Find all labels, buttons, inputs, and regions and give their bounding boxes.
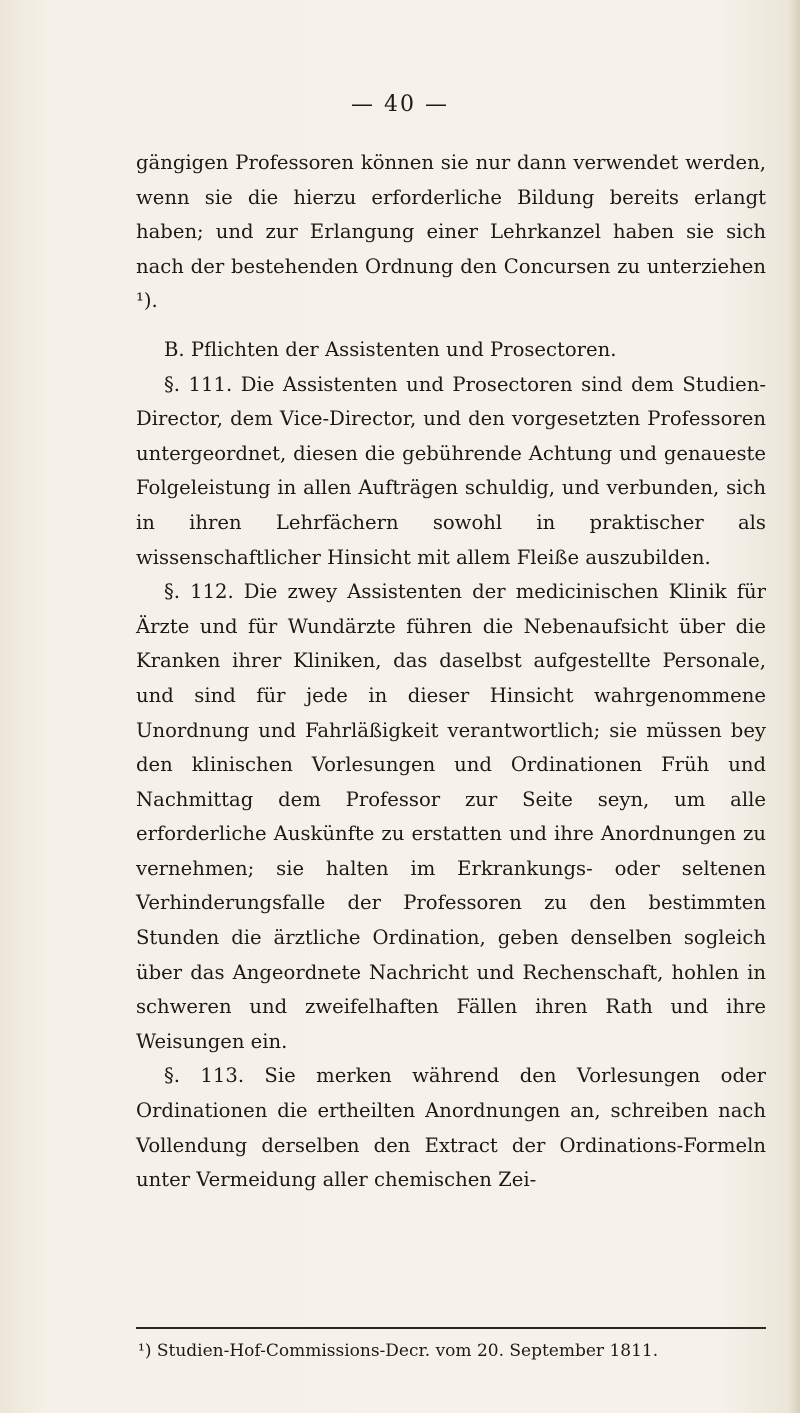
- page-edge: [786, 0, 800, 1413]
- paragraph-112: §. 112. Die zwey Assistenten der medicinischen Klinik für Ärzte und für Wundärzte führen die Nebenaufsicht über die Kranken ihrer Kliniken, das daselbst aufgestellte Personale, und sind für jede in dieser Hinsicht wahrgenommene Unordnung und Fahrläßigkeit verantwortlich; sie müssen bey den klinischen Vorlesungen und Ordinationen Früh und Nachmittag dem Professor zur Seite seyn, um alle erforderliche Auskünfte zu erstatten und ihre Anordnungen zu vernehmen; sie halten im Erkrankungs- oder seltenen Verhinderungsfalle der Professoren zu den bestimmten Stunden die ärztliche Ordination, geben denselben sogleich über das Angeordnete Nachricht und Rechenschaft, hohlen in schweren und zweifelhaften Fällen ihren Rath und ihre Weisungen ein.: [136, 580, 766, 1053]
- footnote-rule: [136, 1327, 766, 1329]
- paragraph-continuation: gängigen Professoren können sie nur dann verwendet werden, wenn sie die hierzu erforderliche Bildung bereits erlangt haben; und zur Erlangung einer Lehrkanzel haben sie sich nach der bestehenden Ordnung den Concursen zu unterziehen ¹).: [136, 151, 766, 313]
- page-number-header: — 40 —: [351, 92, 449, 117]
- body-text: [136, 146, 766, 1198]
- paragraph-111: §. 111. Die Assistenten und Prosectoren sind dem Studien-Director, dem Vice-Director, und den vorgesetzten Professoren untergeordnet, diesen die gebührende Achtung und genaueste Folgeleistung in allen Aufträgen schuldig, und verbunden, sich in ihren Lehrfächern sowohl in praktischer als wissenschaftlicher Hinsicht mit allem Fleiße auszubilden.: [136, 372, 766, 569]
- paragraph-113: §. 113. Sie merken während den Vorlesungen oder Ordinationen die ertheilten Anordnungen an, schreiben nach Vollendung derselben den Extract der Ordinations-Formeln unter Vermeidung aller chemischen Zei-: [136, 1064, 766, 1192]
- section-heading: B. Pflichten der Assistenten und Prosectoren.: [164, 337, 617, 361]
- footnote: ¹) Studien-Hof-Commissions-Decr. vom 20. September 1811.: [138, 1341, 659, 1361]
